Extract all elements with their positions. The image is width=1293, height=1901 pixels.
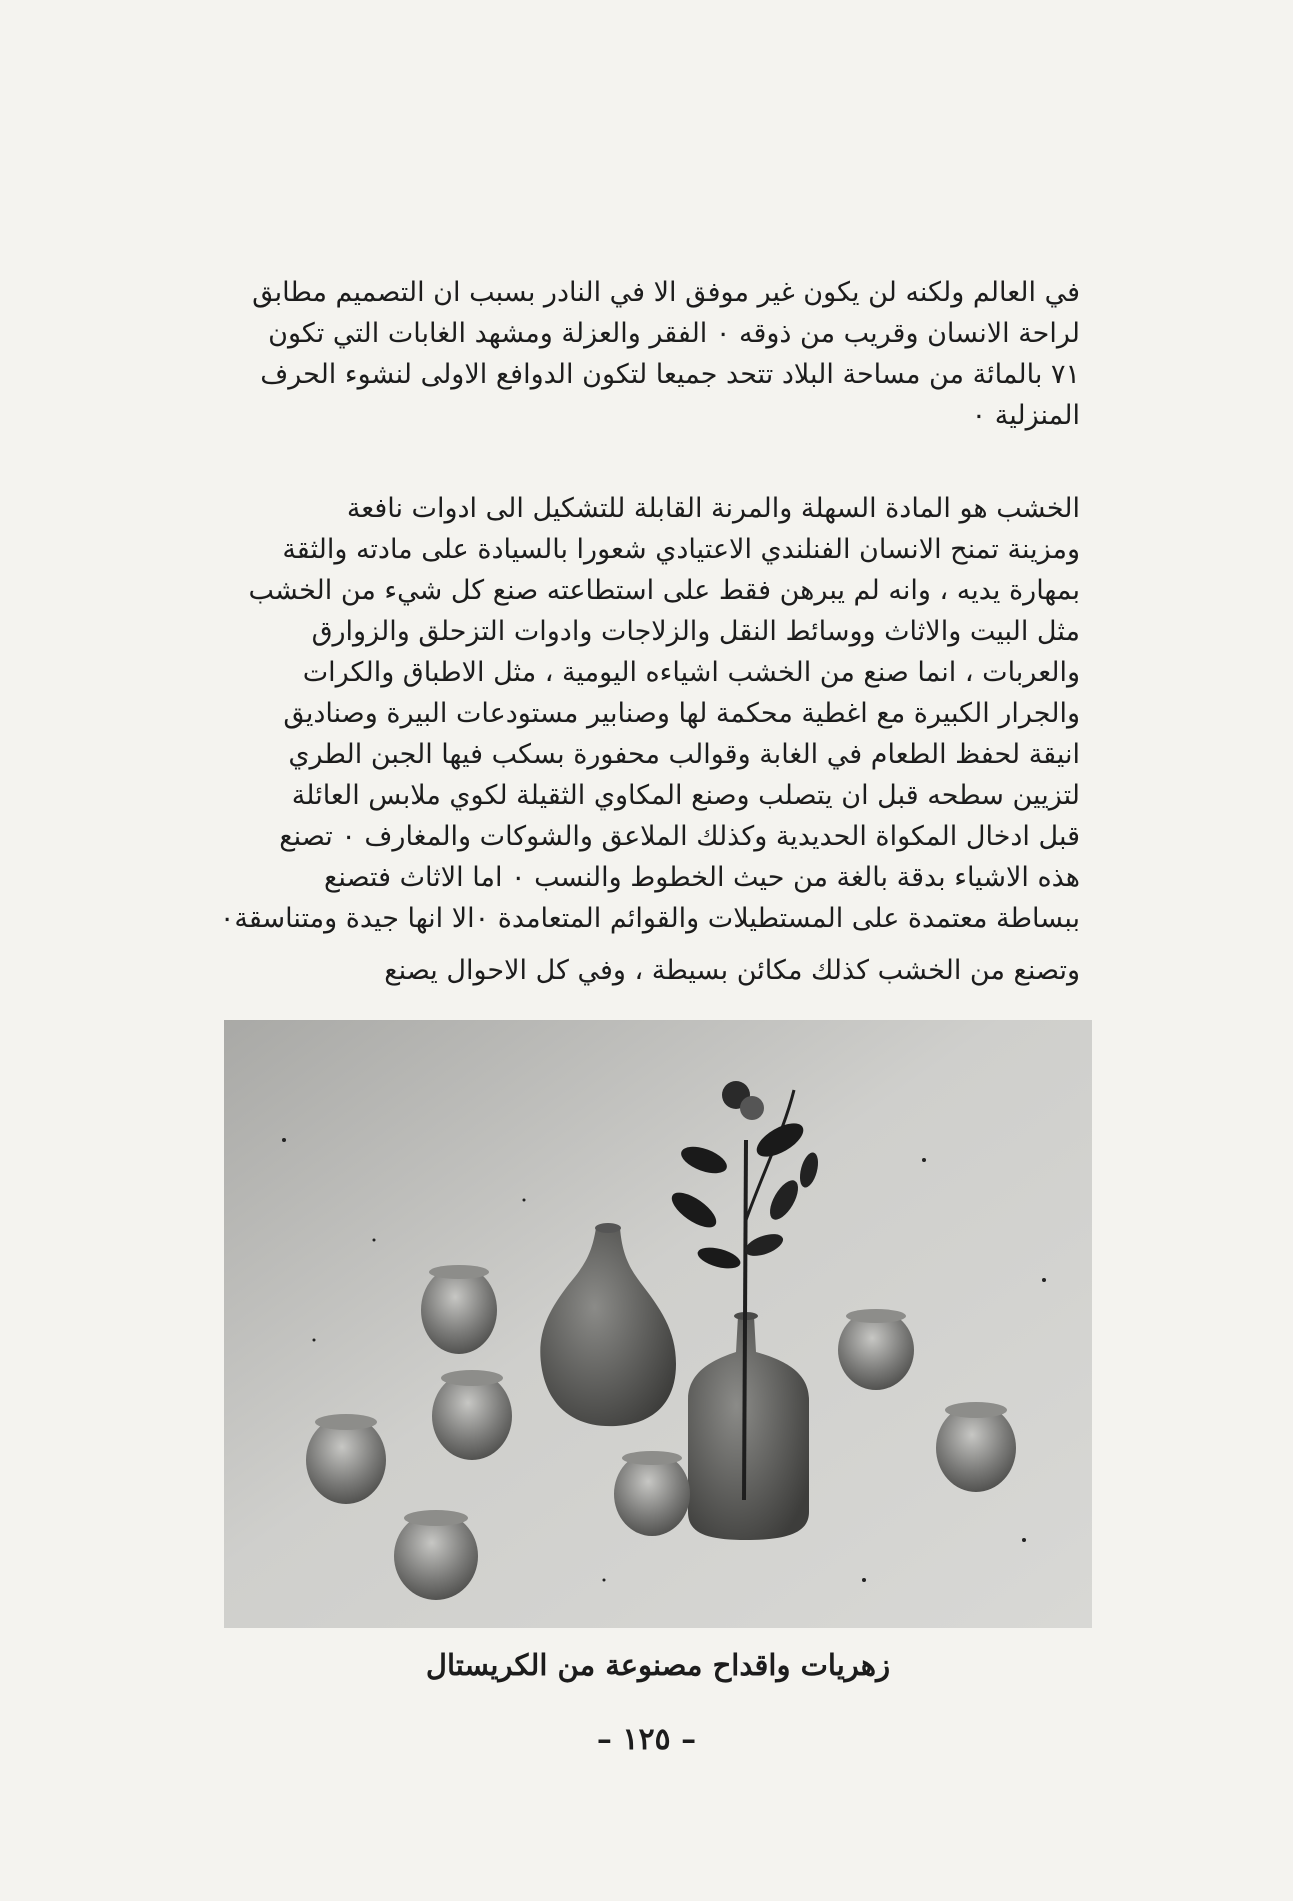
photo-caption: زهريات واقداح مصنوعة من الكريستال (425, 1648, 891, 1682)
text-line: وتصنع من الخشب كذلك مكائن بسيطة ، وفي كل الاحوال يصنع (384, 955, 1080, 986)
photo-crystal-vases (224, 1020, 1092, 1628)
text-line: في العالم ولكنه لن يكون غير موفق الا في النادر بسبب ان التصميم مطابق (252, 277, 1080, 308)
text-line: هذه الاشياء بدقة بالغة من حيث الخطوط والنسب ٠ اما الاثاث فتصنع (324, 862, 1080, 893)
text-line: والعربات ، انما صنع من الخشب اشياءه اليومية ، مثل الاطباق والكرات (302, 657, 1080, 688)
text-line: لراحة الانسان وقريب من ذوقه ٠ الفقر والعزلة ومشهد الغابات التي تكون (268, 318, 1080, 349)
text-line: قبل ادخال المكواة الحديدية وكذلك الملاعق والشوكات والمغارف ٠ تصنع (279, 821, 1080, 852)
text-line: بمهارة يديه ، وانه لم يبرهن فقط على استطاعته صنع كل شيء من الخشب (248, 575, 1080, 606)
paragraph-1 (215, 272, 1080, 436)
paragraph-2 (215, 488, 1080, 939)
page-number: – ١٢٥ – (596, 1722, 697, 1757)
text-line: الخشب هو المادة السهلة والمرنة القابلة للتشكيل الى ادوات نافعة (346, 493, 1080, 524)
text-line: ومزينة تمنح الانسان الفنلندي الاعتيادي شعورا بالسيادة على مادته والثقة (282, 534, 1080, 565)
text-line: ببساطة معتمدة على المستطيلات والقوائم المتعامدة ٠الا انها جيدة ومتناسقة٠ (219, 903, 1080, 934)
paragraph-3 (215, 950, 1080, 991)
photo-illustration (224, 1020, 1092, 1628)
text-line: مثل البيت والاثاث ووسائط النقل والزلاجات وادوات التزحلق والزوارق (311, 616, 1080, 647)
text-line: المنزلية ٠ (971, 400, 1080, 431)
text-line: لتزيين سطحه قبل ان يتصلب وصنع المكاوي الثقيلة لكوي ملابس العائلة (291, 780, 1080, 811)
text-line: ٧١ بالمائة من مساحة البلاد تتحد جميعا لتكون الدوافع الاولى لنشوء الحرف (260, 359, 1080, 390)
text-line: انيقة لحفظ الطعام في الغابة وقوالب محفورة بسكب فيها الجبن الطري (288, 739, 1080, 770)
text-line: والجرار الكبيرة مع اغطية محكمة لها وصنابير مستودعات البيرة وصناديق (283, 698, 1080, 729)
